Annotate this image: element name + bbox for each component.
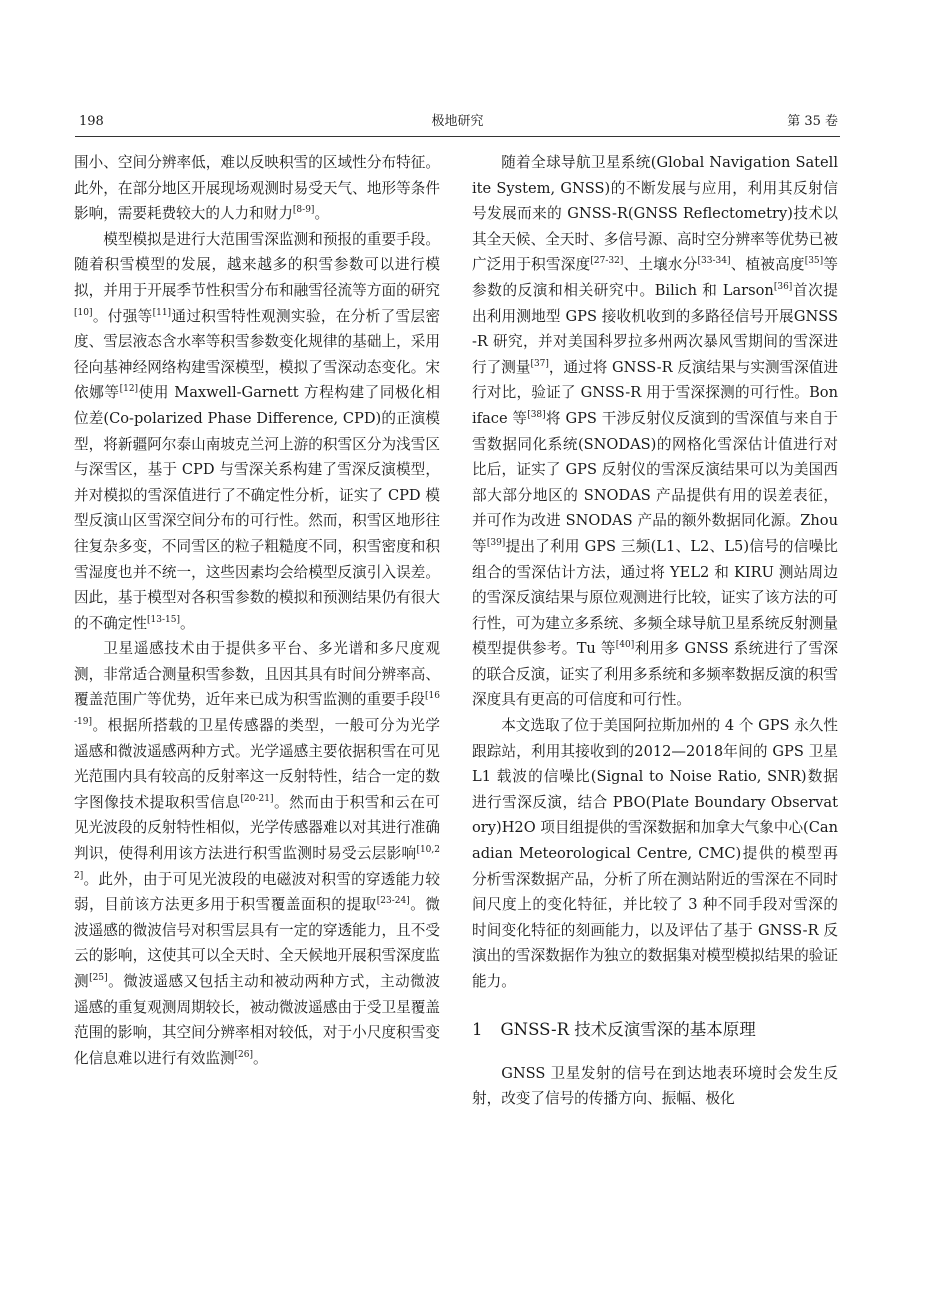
citation-ref: [13-15] [146, 614, 180, 625]
text-run: 提出了利用 GPS 三频(L1、L2、L5)信号的信噪比组合的雪深估计方法，通过将 YEL2 和 KIRU 测站周边的雪深反演结果与原位观测进行比较，证实了该方法的可行性，可为建立多系统、多频全球导航卫星系统反射测量模型提供参考。Tu 等 [472, 537, 838, 658]
text-run: 。 [253, 1049, 268, 1067]
text-run: 围小、空间分辨率低，难以反映积雪的区域性分布特征。此外，在部分地区开展现场观测时易受天气、地形等条件影响，需要耗费较大的人力和财力 [74, 154, 440, 223]
text-run: ，通过将 GNSS-R 反演结果与实测雪深值进行对比，验证了 GNSS-R 用于雪深探测的可行性。Boniface 等 [472, 358, 838, 427]
section-heading [472, 1017, 838, 1043]
citation-ref: [27-32] [590, 256, 624, 267]
section-number: 1 [472, 1019, 483, 1039]
text-run: 。微波遥感的微波信号对积雪层具有一定的穿透能力，且不受云的影响，这使其可以全天时、全天候地开展积雪深度监测 [74, 896, 440, 990]
text-run: 。付强等 [92, 307, 153, 325]
text-run: 利用多 GNSS 系统进行了雪深的联合反演，证实了利用多系统和多频率数据反演的积雪深度具有更高的可信度和可行性。 [472, 640, 838, 709]
left-column [74, 150, 440, 1071]
citation-ref: [40] [615, 640, 635, 651]
citation-ref: [36] [773, 282, 793, 293]
text-run: 首次提出利用测地型 GPS 接收机收到的多路径信号开展GNSS-R 研究，并对美国科罗拉多州两次暴风雪期间的雪深进行了测量 [472, 281, 838, 376]
text-run: 通过积雪特性观测实验，在分析了雪层密度、雪层液态含水率等积雪参数变化规律的基础上，采用径向基神经网络构建雪深模型，模拟了雪深动态变化。宋依娜等 [74, 307, 440, 402]
citation-ref: [38] [527, 410, 546, 421]
citation-ref: [20-21] [240, 793, 274, 804]
text-run: 。 [314, 205, 330, 223]
text-run: 模型模拟是进行大范围雪深监测和预报的重要手段。随着积雪模型的发展，越来越多的积雪参数可以进行模拟，并用于开展季节性积雪分布和融雪径流等方面的研究 [74, 230, 440, 299]
citation-ref: [39] [486, 538, 506, 549]
journal-title: 极地研究 [431, 114, 484, 129]
text-run: 、土壤水分 [623, 256, 698, 274]
citation-ref: [11] [152, 307, 172, 318]
text-run: 将 GPS 干涉反射仪反演到的雪深值与来自于雪数据同化系统(SNODAS)的网格化雪深估计值进行对比后，证实了 GPS 反射仪的雪深反演结果可以为美国西部大部分地区的 SNODAS 产品提供有用的误差表征，并可作为改进 SNODAS 产品的额外数据同化源。Zhou 等 [472, 409, 838, 555]
citation-ref: [33-34] [697, 256, 731, 267]
citation-ref: [12] [119, 384, 139, 395]
paragraph [472, 1061, 838, 1112]
text-run: 卫星遥感技术由于提供多平台、多光谱和多尺度观测，非常适合测量积雪参数，且因其具有时间分辨率高、覆盖范围广等优势，近年来已成为积雪监测的重要手段 [74, 640, 440, 709]
text-run: 。根据所搭载的卫星传感器的类型，一般可分为光学遥感和微波遥感两种方式。光学遥感主要依据积雪在可见光范围内具有较高的反射率这一反射特性，结合一定的数字图像技术提取积雪信息 [74, 717, 440, 811]
text-run: 。微波遥感又包括主动和被动两种方式，主动微波遥感的重复观测周期较长，被动微波遥感由于受卫星覆盖范围的影响，其空间分辨率相对较低，对于小尺度积雪变化信息难以进行有效监测 [74, 973, 440, 1067]
citation-ref: [23-24] [376, 896, 410, 907]
text-run: 。然而由于积雪和云在可见光波段的反射特性相似，光学传感器难以对其进行准确判识，使得利用该方法进行积雪监测时易受云层影响 [74, 793, 440, 863]
text-run: 。 [179, 614, 195, 632]
citation-ref: [10] [74, 307, 93, 318]
text-run: GNSS 卫星发射的信号在到达地表环境时会发生反射，改变了信号的传播方向、振幅、极化 [472, 1064, 838, 1108]
paragraph [472, 150, 838, 713]
citation-ref: [16-19] [74, 691, 440, 728]
right-column-body [472, 150, 838, 995]
paragraph [74, 227, 440, 637]
section-title: GNSS-R 技术反演雪深的基本原理 [500, 1019, 756, 1039]
text-run: 。此外，由于可见光波段的电磁波对积雪的穿透能力较弱，目前该方法更多用于积雪覆盖面积的提取 [74, 870, 440, 914]
volume-label: 第 35 卷 [787, 114, 838, 129]
text-run: 等参数的反演和相关研究中。Bilich 和 Larson [472, 256, 838, 299]
right-column-section-body [472, 1061, 838, 1112]
text-run: 使用 Maxwell-Garnett 方程构建了同极化相位差(Co-polarized Phase Difference, CPD)的正演模型，将新疆阿尔泰山南坡克兰河上游的积雪区分为浅雪区与深雪区，基于 CPD 与雪深关系构建了雪深反演模型，并对模拟的雪深值进行了不确定性分析，证实了 CPD 模型反演山区雪深空间分布的可行性。然而，积雪区地形往往复杂多变，不同雪区的粒子粗糙度不同，积雪密度和积雪湿度也并不统一，这些因素均会给模型反演引入误差。因此，基于模型对各积雪参数的模拟和预测结果仍有很大的不确定性 [74, 384, 440, 632]
page-number: 198 [79, 114, 104, 129]
text-run: 随着全球导航卫星系统(Global Navigation Satellite System, GNSS)的不断发展与应用，利用其反射信号发展而来的 GNSS-R(GNSS Reflectometry)技术以其全天候、全天时、多信号源、高时空分辨率等优势已被广泛用于积雪深度 [472, 154, 838, 274]
citation-ref: [35] [804, 256, 824, 267]
citation-ref: [10,22] [74, 845, 440, 881]
citation-ref: [37] [530, 358, 549, 369]
running-header [75, 112, 840, 137]
citation-ref: [25] [89, 973, 108, 984]
citation-ref: [8-9] [292, 205, 315, 216]
paragraph [74, 636, 440, 1071]
paragraph [74, 150, 440, 227]
text-run: 、植被高度 [730, 256, 805, 274]
text-run: 本文选取了位于美国阿拉斯加州的 4 个 GPS 永久性跟踪站，利用其接收到的2012—2018年间的 GPS 卫星 L1 载波的信噪比(Signal to Noise Ratio, SNR)数据进行雪深反演，结合 PBO(Plate Boundary Observatory)H2O 项目组提供的雪深数据和加拿大气象中心(Canadian Meteorological Centre, CMC)提供的模型再分析雪深数据产品，分析了所在测站附近的雪深在不同时间尺度上的变化特征，并比较了 3 种不同手段对雪深的时间变化特征的刻画能力，以及评估了基于 GNSS-R 反演出的雪深数据作为独立的数据集对模型模拟结果的验证能力。 [472, 717, 838, 990]
paragraph [472, 713, 838, 995]
right-column [472, 150, 838, 1112]
citation-ref: [26] [234, 1049, 254, 1060]
